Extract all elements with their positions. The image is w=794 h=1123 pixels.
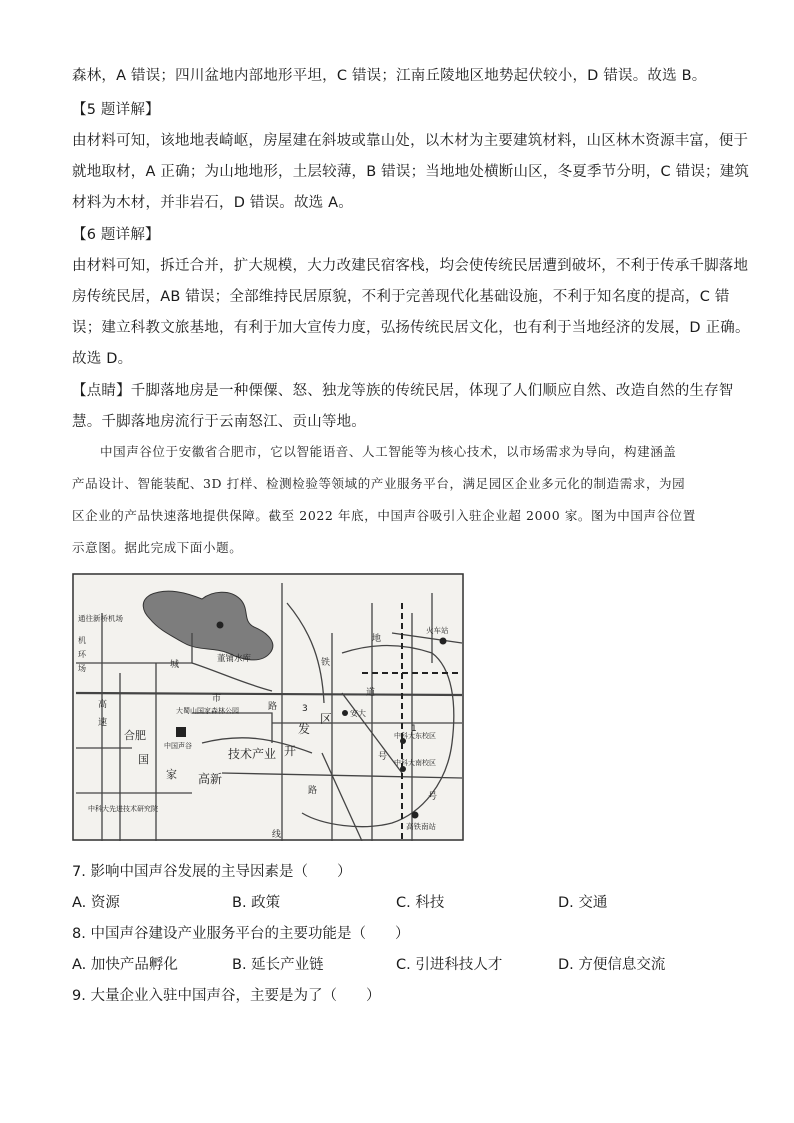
q6-text-line: 误；建立科教文旅基地，有利于加大宣传力度，弘扬传统民居文化，也有利于当地经济的发展，D 正确。 [72,320,750,336]
q8-option-c: C. 引进科技人才 [396,957,503,973]
q6-text-line: 由材料可知，拆迁合并，扩大规模，大力改建民宿客栈，均会使传统民居遭到破坏，不利于传承千脚落地 [72,258,749,274]
q6-text-line: 房传统民居，AB 错误；全部维持民居原貌，不利于完善现代化基础设施，不利于知名度的提高，C 错 [72,289,730,305]
forest-park-label: 大蜀山国家森林公园 [176,707,239,715]
road-char: 号 [428,792,438,802]
road-char: 机 [78,636,86,645]
q7-option-b: B. 政策 [232,895,281,911]
ustc-advanced-label: 中科大先进技术研究院 [88,805,158,813]
q8-option-a: A. 加快产品孵化 [72,957,178,973]
material-line: 区企业的产品快速落地提供保障。截至 2022 年底，中国声谷吸引入驻企业超 2000 家。图为中国声谷位置 [72,508,696,523]
railway-station-label: 火车站 [426,626,449,635]
q5-text-line: 由材料可知，该地地表崎岖，房屋建在斜坡或靠山处，以木材为主要建筑材料，山区林木资源丰富，便于 [72,133,749,149]
hsr-south-marker [412,812,419,819]
fa-label: 发 [298,722,311,736]
material-line: 产品设计、智能装配、3D 打样、检测检验等领域的产业服务平台，满足园区企业多元化的制造需求，为园 [72,476,686,491]
note-line: 【点睛】千脚落地房是一种傈僳、怒、独龙等族的传统民居，体现了人们顺应自然、改造自然的生存智 [72,383,734,399]
anhui-univ-label: 安大 [350,709,366,718]
tech-industry-label: 技术产业 [228,747,277,761]
location-map [72,573,464,841]
map-svg [72,573,464,841]
home-label: 家 [166,768,177,781]
material-line: 示意图。据此完成下面小题。 [72,540,243,555]
road-char: 号 [378,752,388,762]
question-7-stem: 7. 影响中国声谷发展的主导因素是（ ） [72,864,352,880]
railway-station-marker [440,638,447,645]
sound-valley-label: 中国声谷 [164,742,192,750]
q5-text-line: 就地取材，A 正确；为山地地形，土层较薄，B 错误；当地地处横断山区，冬夏季节分明，C 错误；建筑 [72,164,750,180]
ustc-south-label: 中科大南校区 [394,759,436,767]
road-char: 路 [268,702,278,712]
road-char: 地 [372,634,382,644]
anhui-univ-marker [342,710,348,716]
ring-char: 市 [212,694,222,704]
hsr-south-label: 高铁南站 [406,822,436,831]
road-char: 铁 [321,658,331,668]
q5-heading: 【5 题详解】 [72,102,160,118]
gaoxin-label: 高新 [198,772,223,786]
china-sound-valley-marker [176,727,186,737]
q6-text-line: 故选 D。 [72,351,133,367]
road-char: 路 [308,786,318,796]
reservoir-label: 董铺水库 [217,654,252,664]
expressway-char: 速 [98,718,108,728]
qu-label: 区 [320,712,333,726]
question-8-stem: 8. 中国声谷建设产业服务平台的主要功能是（ ） [72,926,410,942]
q5-text-line: 材料为木材，并非岩石，D 错误。故选 A。 [72,195,354,211]
road-char: 道 [366,688,376,698]
hefei-label: 合肥 [124,729,146,742]
three-label: 3 [302,704,308,714]
question-9-stem: 9. 大量企业入驻中国声谷，主要是为了（ ） [72,988,381,1004]
q8-option-b: B. 延长产业链 [232,957,324,973]
note-line: 慧。千脚落地房流行于云南怒江、贡山等地。 [72,414,366,430]
previous-answer-tail: 森林，A 错误；四川盆地内部地形平坦，C 错误；江南丘陵地区地势起伏较小，D 错误。故选 B。 [72,68,707,84]
ustc-east-label: 中科大东校区 [394,732,436,740]
national-label: 国 [138,753,149,766]
road-char: 场 [78,664,86,673]
q8-option-d: D. 方便信息交流 [558,957,666,973]
road-char: 线 [272,830,282,840]
road-char: 环 [78,650,86,659]
q7-option-a: A. 资源 [72,895,120,911]
ring-char: 城 [170,660,180,670]
q6-heading: 【6 题详解】 [72,227,160,243]
material-line: 中国声谷位于安徽省合肥市，它以智能语音、人工智能等为核心技术，以市场需求为导向，构建涵盖 [100,444,677,459]
q7-option-c: C. 科技 [396,895,445,911]
expressway-char: 高 [98,700,108,710]
airport-label: 通往新桥机场 [78,614,123,623]
reservoir-marker [217,622,224,629]
q7-option-d: D. 交通 [558,895,608,911]
kaifa-label: 开 [284,744,297,758]
road-char: 1 [411,724,417,734]
